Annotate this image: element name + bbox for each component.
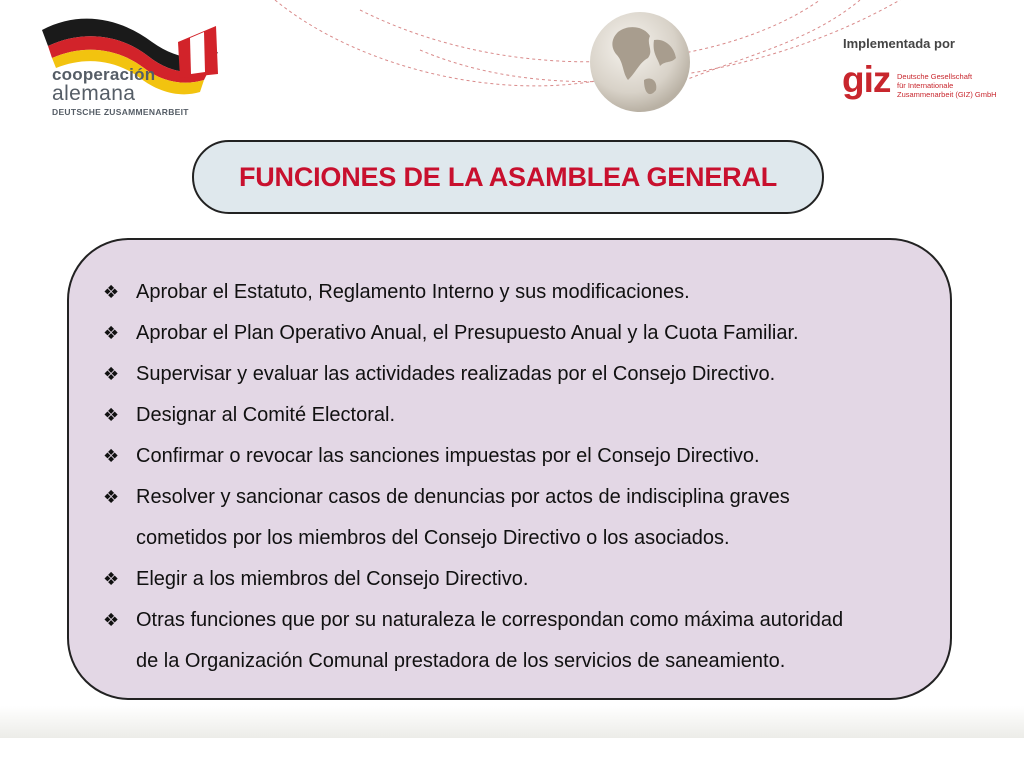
list-item-text: Aprobar el Estatuto, Reglamento Interno y sus modificaciones. <box>136 281 690 303</box>
list-item <box>103 272 963 313</box>
list-item-text: Resolver y sancionar casos de denuncias por actos de indisciplina graves <box>136 486 790 508</box>
list-item-text: Supervisar y evaluar las actividades realizadas por el Consejo Directivo. <box>136 363 776 385</box>
bullet-icon: ❖ <box>103 446 120 466</box>
list-item <box>103 600 963 682</box>
list-item-continuation: de la Organización Comunal prestadora de los servicios de saneamiento. <box>136 650 786 672</box>
implemented-by-label: Implementada por <box>843 36 955 51</box>
footer-bar <box>0 706 1024 738</box>
list-item-text: Designar al Comité Electoral. <box>136 404 395 426</box>
bullet-icon: ❖ <box>103 323 120 343</box>
list-item <box>103 477 963 559</box>
functions-list <box>103 272 963 682</box>
giz-logo: giz <box>842 59 891 100</box>
globe-icon <box>588 10 692 114</box>
list-item-text: Otras funciones que por su naturaleza le correspondan como máxima autoridad <box>136 609 844 631</box>
logo-line-1: cooperación <box>52 65 156 84</box>
list-item-continuation: cometidos por los miembros del Consejo Directivo o los asociados. <box>136 527 730 549</box>
giz-org-line: Zusammenarbeit (GIZ) GmbH <box>897 90 997 99</box>
bullet-icon: ❖ <box>103 487 120 507</box>
bullet-icon: ❖ <box>103 364 120 384</box>
bullet-icon: ❖ <box>103 405 120 425</box>
list-item <box>103 354 963 395</box>
list-item <box>103 559 963 600</box>
title-box <box>192 140 824 214</box>
bullet-icon: ❖ <box>103 610 120 630</box>
footer-bottom <box>0 738 1024 768</box>
list-item-text: Confirmar o revocar las sanciones impuestas por el Consejo Directivo. <box>136 445 760 467</box>
list-item <box>103 436 963 477</box>
giz-org-line: Deutsche Gesellschaft <box>897 72 973 81</box>
bullet-icon: ❖ <box>103 569 120 589</box>
giz-org-name <box>897 72 997 99</box>
list-item <box>103 313 963 354</box>
logo-line-3: DEUTSCHE ZUSAMMENARBEIT <box>52 107 189 117</box>
list-item-text: Aprobar el Plan Operativo Anual, el Presupuesto Anual y la Cuota Familiar. <box>136 322 799 344</box>
list-item-text: Elegir a los miembros del Consejo Directivo. <box>136 568 529 590</box>
giz-org-line: für Internationale <box>897 81 954 90</box>
logo-line-2: alemana <box>52 82 136 105</box>
bullet-icon: ❖ <box>103 282 120 302</box>
page-title: FUNCIONES DE LA ASAMBLEA GENERAL <box>238 161 778 192</box>
list-item <box>103 395 963 436</box>
